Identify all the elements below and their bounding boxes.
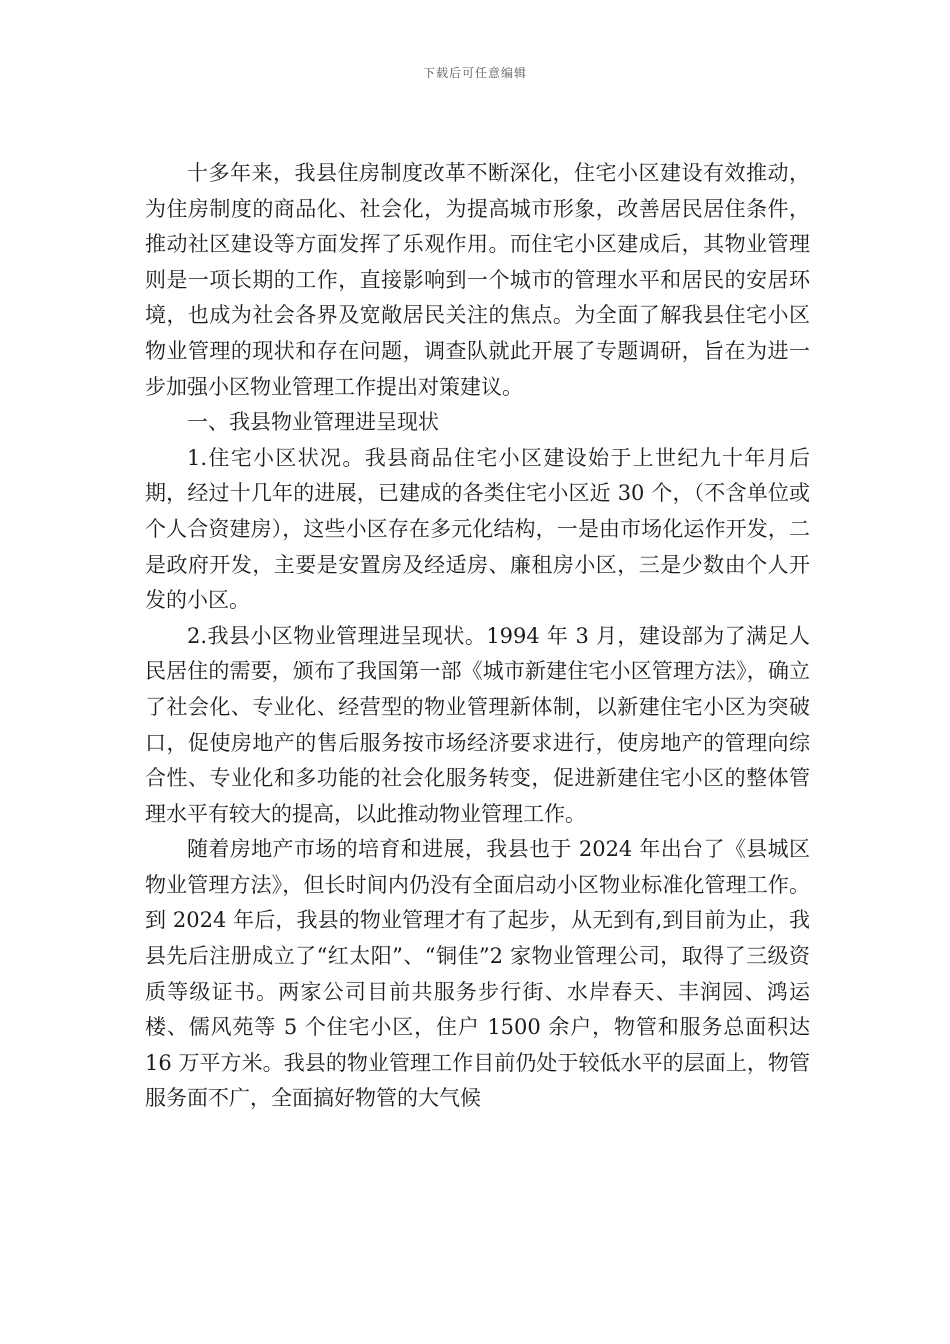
section-heading-status: 一、我县物业管理进呈现状 bbox=[187, 410, 439, 435]
page-header: 下载后可任意编辑 bbox=[422, 66, 527, 80]
paragraph-residential-status: 1.住宅小区状况。我县商品住宅小区建设始于上世纪九十年月后期，经过十几年的进展，已建成的各类住宅小区近 30 个，（不含单位或个人合资建房），这些小区存在多元化结构，一是由市场化运作开发，二是政府开发，主要是安置房及经适房、廉租房小区，三是少数由个人开发的小区。 bbox=[145, 445, 810, 613]
document-body bbox=[145, 156, 810, 1117]
paragraph-intro: 十多年来，我县住房制度改革不断深化，住宅小区建设有效推动，为住房制度的商品化、社会化，为提高城市形象，改善居民居住条件，推动社区建设等方面发挥了乐观作用。而住宅小区建成后，其物业管理则是一项长期的工作，直接影响到一个城市的管理水平和居民的安居环境，也成为社会各界及宽敞居民关注的焦点。为全面了解我县住宅小区物业管理的现状和存在问题，调查队就此开展了专题调研，旨在为进一步加强小区物业管理工作提出对策建议。 bbox=[145, 161, 810, 399]
paragraph-market-development: 随着房地产市场的培育和进展，我县也于 2024 年出台了《县城区物业管理方法》，但长时间内仍没有全面启动小区物业标准化管理工作。到 2024 年后，我县的物业管理才有了起步，从无到有,到目前为止，我县先后注册成立了“红太阳”、“铜佳”2 家物业管理公司，取得了三级资质等级证书。两家公司目前共服务步行街、水岸春天、丰润园、鸿运楼、儒风苑等 5 个住宅小区，住户 1500 余户，物管和服务总面积达 16 万平方米。我县的物业管理工作目前仍处于较低水平的层面上，物管服务面不广，全面搞好物管的大气候 bbox=[145, 837, 810, 1111]
paragraph-property-management-status: 2.我县小区物业管理进呈现状。1994 年 3 月，建设部为了满足人民居住的需要，颁布了我国第一部《城市新建住宅小区管理方法》，确立了社会化、专业化、经营型的物业管理新体制，以新建住宅小区为突破口，促使房地产的售后服务按市场经济要求进行，使房地产的管理向综合性、专业化和多功能的社会化服务转变，促进新建住宅小区的整体管理水平有较大的提高，以此推动物业管理工作。 bbox=[145, 623, 810, 826]
